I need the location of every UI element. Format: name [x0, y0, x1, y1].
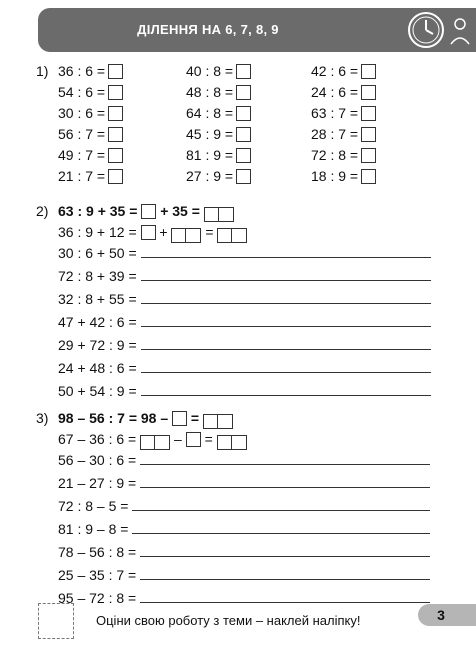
section-1-number: 1): [36, 63, 49, 79]
answer-line[interactable]: [141, 360, 431, 373]
expression-row: 24 + 48 : 6 =: [58, 360, 431, 376]
answer-line[interactable]: [140, 544, 430, 557]
expression-row: 81 : 9 – 8 =: [58, 521, 430, 537]
section-2-number: 2): [36, 203, 49, 219]
division-item: 56 : 7 =: [58, 126, 123, 142]
section-3-example: 98 – 56 : 7 = 98 – =: [58, 410, 233, 429]
division-item: 48 : 8 =: [186, 84, 251, 100]
two-digit-answer-box[interactable]: [171, 227, 201, 243]
answer-line[interactable]: [132, 521, 430, 534]
division-item: 18 : 9 =: [311, 168, 376, 184]
answer-box[interactable]: [236, 85, 251, 100]
page-title: ДІЛЕННЯ НА 6, 7, 8, 9: [137, 22, 279, 37]
answer-box[interactable]: [236, 148, 251, 163]
page-number-badge: [418, 604, 476, 626]
answer-box[interactable]: [108, 127, 123, 142]
answer-box[interactable]: [361, 85, 376, 100]
expression-row: 21 – 27 : 9 =: [58, 475, 430, 491]
answer-line[interactable]: [140, 590, 430, 603]
expression-row: 50 + 54 : 9 =: [58, 383, 431, 399]
division-item: 30 : 6 =: [58, 105, 123, 121]
answer-box[interactable]: [186, 432, 201, 447]
expression-row: 29 + 72 : 9 =: [58, 337, 431, 353]
section-2-example: 63 : 9 + 35 = + 35 =: [58, 203, 234, 222]
answer-box[interactable]: [141, 225, 156, 240]
sticker-placeholder[interactable]: [38, 603, 74, 639]
two-digit-answer-box[interactable]: [217, 227, 247, 243]
division-item: 63 : 7 =: [311, 105, 376, 121]
answer-line[interactable]: [141, 383, 431, 396]
expression-row: 72 : 8 – 5 =: [58, 498, 430, 514]
self-assessment-text: Оціни свою роботу з теми – наклей наліпку!: [96, 613, 361, 628]
division-item: 36 : 6 =: [58, 63, 123, 79]
answer-box[interactable]: [236, 64, 251, 79]
answer-box[interactable]: [361, 148, 376, 163]
answer-box[interactable]: [108, 106, 123, 121]
page-number: 3: [437, 607, 445, 623]
division-item: 21 : 7 =: [58, 168, 123, 184]
answer-line[interactable]: [132, 498, 430, 511]
division-item: 27 : 9 =: [186, 168, 251, 184]
division-item: 72 : 8 =: [311, 147, 376, 163]
division-item: 54 : 6 =: [58, 84, 123, 100]
answer-line[interactable]: [141, 268, 431, 281]
answer-line[interactable]: [140, 567, 430, 580]
header-banner: [38, 8, 476, 52]
answer-box[interactable]: [108, 169, 123, 184]
answer-box[interactable]: [108, 148, 123, 163]
expression-row: 72 : 8 + 39 =: [58, 268, 431, 284]
answer-line[interactable]: [140, 452, 430, 465]
section-2-second-example: 36 : 9 + 12 = + =: [58, 224, 247, 243]
expression-row: 25 – 35 : 7 =: [58, 567, 430, 583]
expression-row: 95 – 72 : 8 =: [58, 590, 430, 606]
answer-box[interactable]: [236, 169, 251, 184]
division-item: 40 : 8 =: [186, 63, 251, 79]
division-item: 24 : 6 =: [311, 84, 376, 100]
division-item: 42 : 6 =: [311, 63, 376, 79]
answer-line[interactable]: [140, 475, 430, 488]
clock-icon: [398, 10, 476, 50]
answer-box[interactable]: [361, 106, 376, 121]
expression-row: 56 – 30 : 6 =: [58, 452, 430, 468]
answer-box[interactable]: [361, 64, 376, 79]
answer-box[interactable]: [108, 64, 123, 79]
section-3-second-example: 67 – 36 : 6 = – =: [58, 431, 247, 450]
two-digit-answer-box[interactable]: [217, 434, 247, 450]
answer-box[interactable]: [141, 204, 156, 219]
division-item: 81 : 9 =: [186, 147, 251, 163]
two-digit-answer-box[interactable]: [140, 434, 170, 450]
answer-box[interactable]: [236, 106, 251, 121]
answer-line[interactable]: [141, 245, 431, 258]
expression-row: 32 : 8 + 55 =: [58, 291, 431, 307]
answer-box[interactable]: [172, 411, 187, 426]
division-item: 28 : 7 =: [311, 126, 376, 142]
division-item: 49 : 7 =: [58, 147, 123, 163]
answer-box[interactable]: [361, 127, 376, 142]
expression-row: 47 + 42 : 6 =: [58, 314, 431, 330]
expression-row: 30 : 6 + 50 =: [58, 245, 431, 261]
section-3-number: 3): [36, 410, 49, 426]
answer-box[interactable]: [108, 85, 123, 100]
division-item: 45 : 9 =: [186, 126, 251, 142]
answer-line[interactable]: [141, 314, 431, 327]
two-digit-answer-box[interactable]: [203, 413, 233, 429]
answer-line[interactable]: [141, 291, 431, 304]
answer-box[interactable]: [236, 127, 251, 142]
answer-box[interactable]: [361, 169, 376, 184]
answer-line[interactable]: [141, 337, 431, 350]
expression-row: 78 – 56 : 8 =: [58, 544, 430, 560]
two-digit-answer-box[interactable]: [204, 206, 234, 222]
division-item: 64 : 8 =: [186, 105, 251, 121]
